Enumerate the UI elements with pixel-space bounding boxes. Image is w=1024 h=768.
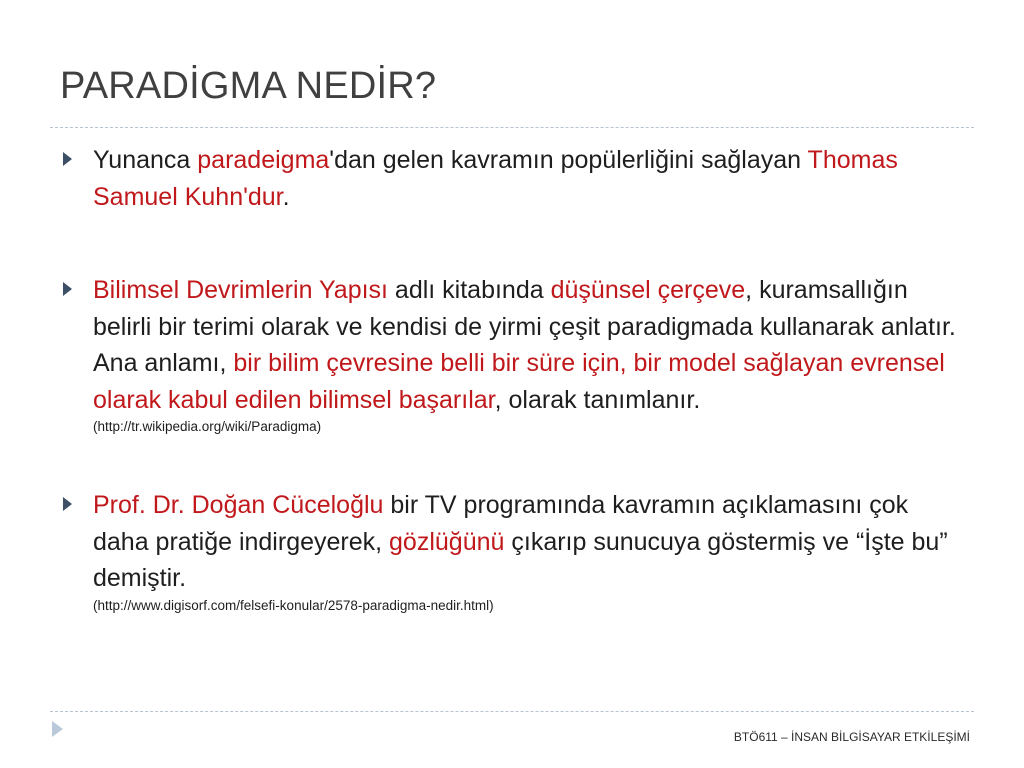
footer-course-label: BTÖ611 – İNSAN BİLGİSAYAR ETKİLEŞİMİ (733, 730, 970, 744)
bullet-list (60, 140, 970, 614)
highlight-text: gözlüğünü (389, 527, 505, 556)
footer-divider (50, 711, 974, 712)
text-run: çıkarıp sunucuya göstermiş ve “İşte bu” demiştir. (93, 527, 948, 592)
slide-title: PARADİGMA NEDİR? (60, 65, 437, 107)
bullet-arrow-icon (63, 497, 72, 511)
bullet-arrow-icon (63, 152, 72, 166)
text-run: 'dan gelen kavramın popülerliğini sağlayan (329, 146, 808, 174)
footer-arrow-icon (52, 721, 63, 737)
bullet-text (93, 272, 970, 418)
bullet-arrow-icon (63, 282, 72, 296)
text-run: Yunanca (93, 146, 198, 174)
text-run: . (282, 182, 290, 211)
bullet-text (93, 142, 970, 215)
source-citation: (http://tr.wikipedia.org/wiki/Paradigma) (93, 419, 322, 434)
bullet-text (93, 487, 970, 597)
bullet-item (60, 487, 970, 614)
text-run: , olarak tanımlanır. (494, 385, 701, 414)
highlight-text: Bilimsel Devrimlerin Yapısı (93, 276, 388, 304)
bullet-item (60, 142, 970, 215)
highlight-text: Prof. Dr. Doğan Cüceloğlu (93, 491, 384, 519)
highlight-text: Thomas Samuel Kuhn'dur (93, 146, 898, 211)
highlight-text: düşünsel çerçeve (550, 276, 746, 304)
text-run: , kuramsallığın belirli bir terimi olarak ve kendisi de yirmi çeşit paradigmada kullanarak anlatır. Ana anlamı, (93, 276, 956, 377)
source-citation: (http://www.digisorf.com/felsefi-konular/2578-paradigma-nedir.html) (93, 597, 494, 613)
highlight-text: bir bilim çevresine belli bir süre için, bir model sağlayan evrensel olarak kabul edilen bilimsel başarılar (93, 349, 945, 414)
text-run: bir TV programında kavramın açıklamasını çok daha pratiğe indirgeyerek, (93, 491, 909, 556)
text-run: adlı kitabında (387, 276, 551, 304)
highlight-text: paradeigma (197, 146, 330, 174)
title-divider (50, 127, 974, 128)
bullet-item (60, 272, 970, 435)
